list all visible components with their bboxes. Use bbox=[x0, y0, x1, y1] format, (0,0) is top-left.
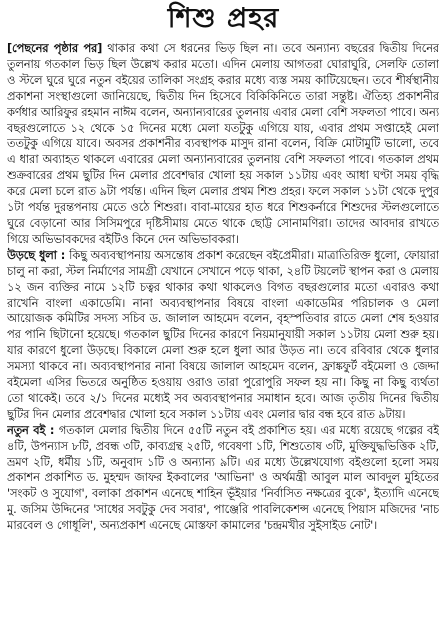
section-heading-separator: : bbox=[56, 247, 70, 262]
paragraph-new-books-text: গতকাল মেলার দ্বিতীয় দিনে ৫৫টি নতুন বই প্রকাশিত হয়। এর মধ্যে রয়েছে গল্পের বই ৪টি, উপন্যাস ৮টি, প্রবন্ধ ৩টি, কাব্যগ্রন্থ ২৫টি, গবেষণা ১টি, শিশুতোষ ৩টি, মুক্তিযুদ্ধভিত্তিক ২টি, ভ্রমণ ২টি, ধর্মীয় ১টি, অনুবাদ ১টি ও অন্যান্য ৯টি। এর মধ্যে উল্লেখযোগ্য বইগুলো হলো সময় প্রকাশন প্রকাশিত ড. মুহম্মদ জাফর ইকবালের 'আভিনা' ও অর্থমন্ত্রী আবুল মাল আবদুল মুহিতের 'সংকট ও সুযোগ', বলাকা প্রকাশন এনেছে শাহিন ভূঁইয়ার 'নির্বাসিত নক্ষত্রের বুকে', ইত্যাদি এনেছে মু. জসিম উদ্দিনের 'সাধের সবটুকু দেব সবার', পাঞ্জেরি পাবলিকেশন্স এনেছে পিয়াস মজিদের 'নাচ মারবেল ও গোধূলি', অন্যপ্রকাশ এনেছে মোস্তফা কামালের 'চন্দ্রমখীর সুইসাইড নোট'। bbox=[7, 422, 439, 533]
section-heading-new-books: নতুন বই bbox=[7, 422, 46, 437]
paragraph-intro-text: থাকার কথা সে ধরনের ভিড় ছিল না। তবে অন্যান্য বছরের দ্বিতীয় দিনের তুলনায় গতকাল ভিড় ছিল উল্লেখ করার মতো। এদিন মেলায় আগতরা ঘোরাঘুরি, সেলফি তোলা ও স্টলে ঘুরে ঘুরে নতুন বইয়ের তালিকা সংগ্রহ করার মধ্যে ব্যস্ত সময় কাটিয়েছেন। তবে শীর্ষস্থানীয় প্রকাশনা সংস্থাগুলো জানিয়েছে, দ্বিতীয় দিন হিসেবে বিকিকিনিতে তারা সন্তুষ্ট। ঐতিহ্য প্রকাশনীর কর্ণধার আরিফুর রহমান নাঈম বলেন, অন্যান্যবারের তুলনায় এবার মেলা বেশি সফলতা পাবে। অন্য বছরগুলোতে ১২ থেকে ১৫ দিনের মধ্যে মেলা যতটুকু এগিয়ে যায়, এবার প্রথম সপ্তাহেই মেলা ততটুকু এগিয়ে যাবে। অবসর প্রকাশনীর ব্যবস্থাপক মাসুদ রানা বলেন, বিক্রি মোটামুটি ভালো, তবে এ ধারা অব্যাহত থাকলে এবারের মেলা অন্যান্যবারের তুলনায় বেশি সফলতা পাবে। গতকাল প্রথম শুক্রবারের প্রথম ছুটির দিন মেলার প্রবেশদ্বার খোলা হয় সকাল ১১টায় এবং আধা ঘণ্টা সময় বৃদ্ধি করে মেলা চলে রাত ৯টা পর্যন্ত। এদিন ছিল মেলার প্রথম শিশু প্রহর। ফলে সকাল ১১টা থেকে দুপুর ১টা পর্যন্ত দুরন্তপনায় মেতে ওঠে শিশুরা। বাবা-মায়ের হাত ধরে শিশুকর্নারে শিশুদের স্টলগুলোতে ঘুরে বেড়ানো আর সিসিমপুরে দৃষ্টিসীমায় মেতে থাকে ছোট্ট সোনামণিরা। তাদের আবদার রাখতে গিয়ে অভিভাবকদের বইটিও কিনে দেন অভিভাবকরা। bbox=[7, 41, 439, 246]
paragraph-dust-text: কিছু অব্যবস্থাপনায় অসন্তোষ প্রকাশ করেছেন বইপ্রেমীরা। মাত্রাতিরিক্ত ধুলো, ফোয়ারা চালু না করা, স্টল নির্মাণের সামগ্রী যেখানে সেখানে পড়ে থাকা, ২৪টি টয়লেট স্থাপন করা ও মেলায় ১২ জন ব্যক্তির নামে ১২টি চত্বর থাকার কথা থাকলেও বিগত বছরগুলোর মতো এবারও কথা রাখেনি বাংলা একাডেমি। নানা অব্যবস্থাপনার বিষয়ে বাংলা একাডেমির পরিচালক ও মেলা আয়োজক কমিটির সদস্য সচিব ড. জালাল আহমেদ বলেন, বৃহস্পতিবার রাতে মেলা শেষ হওয়ার পর পানি ছিটানো হয়েছে। গতকাল ছুটির দিনের কারণে নিয়মানুযায়ী সকাল ১১টায় মেলা শুরু হয়। যার কারণে ধুলো উড়ছে। বিকালে মেলা শুরু হলে ধুলা আর উড়ত না। তবে রবিবার থেকে ধুলার সমস্যা থাকবে না। অব্যবস্থাপনার নানা বিষয়ে জালাল আহমেদ বলেন, ফ্রাঙ্কফুর্ট বইমেলা ও জেদ্দা বইমেলা এসির ভিতরে অনুষ্ঠিত হওয়ায় ওরাও তারা পুরোপুরি সফল হয় না। কিছু না কিছু ব্যর্থতা তো থাকেই। তবে ২/১ দিনের মধ্যেই সব অব্যবস্থাপনার সমাধান হবে। আজ তৃতীয় দিনের দ্বিতীয় ছুটির দিন মেলার প্রবেশদ্বার খোলা হবে সকাল ১১টায় এবং মেলার দ্বার বন্ধ হবে রাত ৯টায়। bbox=[7, 247, 439, 421]
section-heading-dust: উড়ছে ধুলা bbox=[7, 247, 57, 262]
paragraph-intro bbox=[7, 41, 439, 248]
article-body bbox=[7, 41, 439, 631]
page-title: শিশু প্রহর bbox=[167, 3, 280, 34]
paragraph-dust bbox=[7, 248, 439, 423]
paragraph-new-books bbox=[7, 423, 439, 534]
continued-from-label: [পেছনের পৃষ্ঠার পর] bbox=[7, 41, 103, 55]
section-heading-separator: : bbox=[45, 422, 59, 437]
